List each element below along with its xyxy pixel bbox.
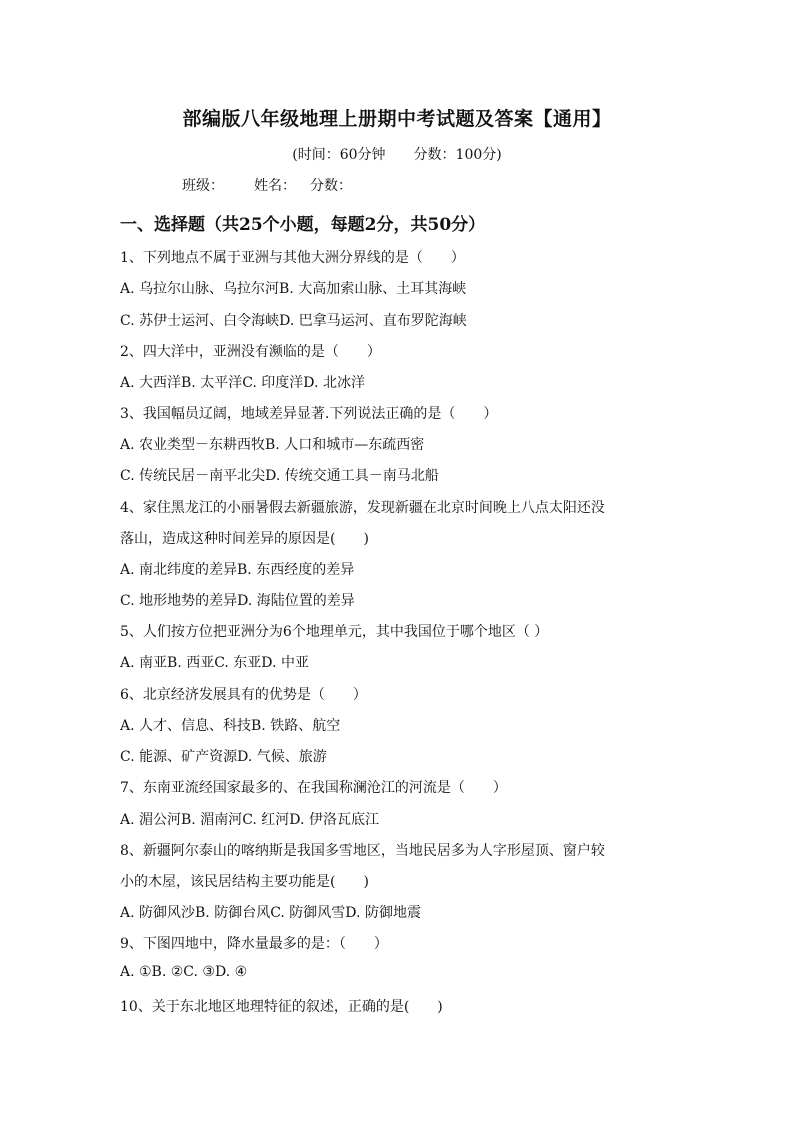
option-line: A. 防御风沙B. 防御台风C. 防御风雪D. 防御地震 [120,905,421,921]
exam-time-score [0,144,794,164]
option-line: A. 南亚B. 西亚C. 东亚D. 中亚 [120,655,309,671]
option-line: A. 乌拉尔山脉、乌拉尔河B. 大高加索山脉、土耳其海峡 [120,281,467,297]
score-label: 分数： [310,178,352,194]
question-line: 落山，造成这种时间差异的原因是( ) [120,531,369,547]
option-line: C. 苏伊士运河、白令海峡D. 巴拿马运河、直布罗陀海峡 [120,313,467,329]
question-line: 3、我国幅员辽阔，地域差异显著.下列说法正确的是（ ） [120,406,498,422]
option-line: C. 能源、矿产资源D. 气候、旅游 [120,749,327,765]
option-line: A. 湄公河B. 湄南河C. 红河D. 伊洛瓦底江 [120,812,379,828]
exam-time: (时间：60分钟 [292,147,386,163]
document-title: 部编版八年级地理上册期中考试题及答案【通用】 [182,108,612,130]
option-line: A. 南北纬度的差异B. 东西经度的差异 [120,562,355,578]
question-line: 7、东南亚流经国家最多的、在我国称澜沧江的河流是（ ） [120,780,507,796]
option-line: A. 大西洋B. 太平洋C. 印度洋D. 北冰洋 [120,375,365,391]
option-line: C. 传统民居－南平北尖D. 传统交通工具－南马北船 [120,468,439,484]
question-line: 2、四大洋中，亚洲没有濒临的是（ ） [120,344,381,360]
question-line: 8、新疆阿尔泰山的喀纳斯是我国多雪地区，当地民居多为人字形屋顶、窗户较 [120,843,605,859]
question-line: 9、下图四地中，降水量最多的是：（ ） [120,936,388,952]
question-line: 10、关于东北地区地理特征的叙述，正确的是( ) [120,999,443,1015]
class-label: 班级： [182,178,224,194]
option-line: A. ①B. ②C. ③D. ④ [120,964,248,980]
question-line: 5、人们按方位把亚洲分为6个地理单元，其中我国位于哪个地区（ ） [120,624,549,640]
section-heading: 一、选择题（共25个小题，每题2分，共50分） [120,215,486,235]
question-line: 1、下列地点不属于亚洲与其他大洲分界线的是（ ） [120,250,465,266]
question-line: 4、家住黑龙江的小丽暑假去新疆旅游，发现新疆在北京时间晚上八点太阳还没 [120,500,605,516]
option-line: C. 地形地势的差异D. 海陆位置的差异 [120,593,355,609]
option-line: A. 农业类型－东耕西牧B. 人口和城市—东疏西密 [120,437,425,453]
exam-total-score: 分数：100分) [413,147,502,163]
student-info-line [182,175,382,195]
option-line: A. 人才、信息、科技B. 铁路、航空 [120,718,341,734]
name-label: 姓名： [254,178,296,194]
question-line: 小的木屋，该民居结构主要功能是( ) [120,874,369,890]
question-line: 6、北京经济发展具有的优势是（ ） [120,687,367,703]
